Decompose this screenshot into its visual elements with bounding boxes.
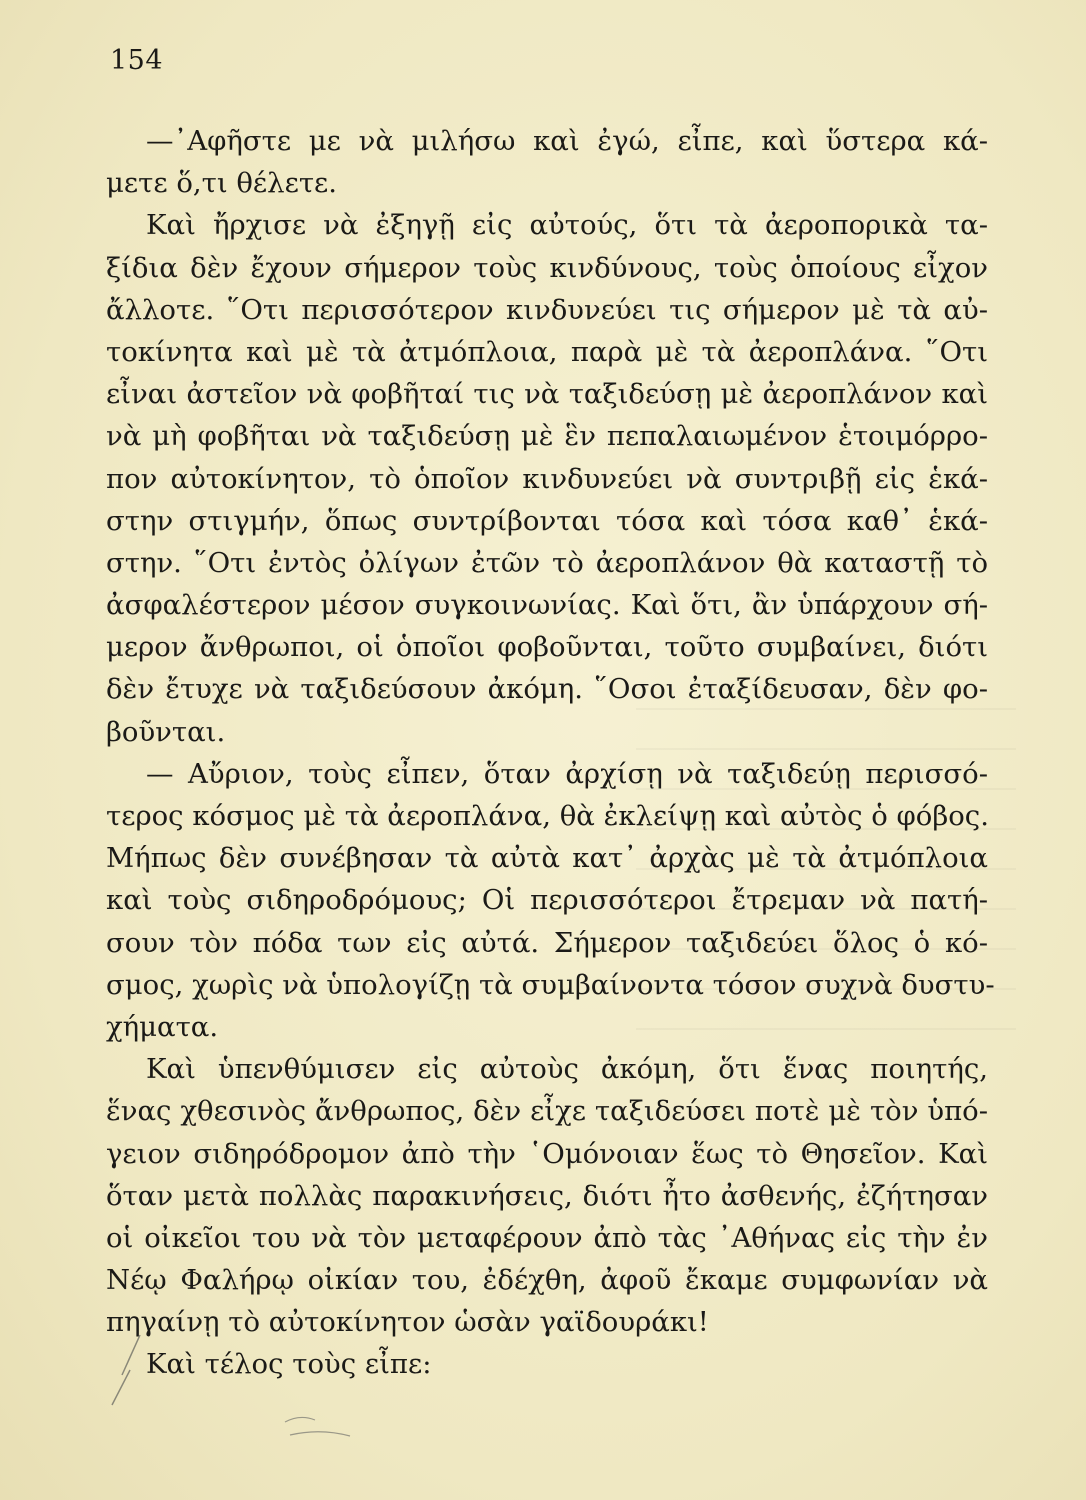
text-line: οἱ οἰκεῖοι του νὰ τὸν μεταφέρουν ἀπὸ τὰς ᾿Αθήνας εἰς τὴν ἐν — [106, 1221, 988, 1254]
text-line: ὅταν μετὰ πολλὰς παρακινήσεις, διότι ἦτο ἀσθενής, ἐζήτησαν — [106, 1179, 988, 1212]
text-line: νὰ μὴ φοβῆται νὰ ταξιδεύσῃ μὲ ἓν πεπαλαιωμένον ἑτοιμόρρο- — [106, 420, 988, 453]
text-line: στην. ῞Οτι ἐντὸς ὀλίγων ἐτῶν τὸ ἀεροπλάνον θὰ καταστῇ τὸ — [106, 546, 988, 579]
page-number: 154 — [110, 45, 164, 76]
text-line: τερος κόσμος μὲ τὰ ἀεροπλάνα, θὰ ἐκλείψῃ καὶ αὐτὸς ὁ φόβος. — [106, 800, 989, 832]
text-line: —᾿Αφῆστε με νὰ μιλήσω καὶ ἐγώ, εἶπε, καὶ ὕστερα κά- — [146, 125, 988, 157]
text-line: Καὶ τέλος τοὺς εἶπε: — [146, 1348, 432, 1381]
text-line: εἶναι ἀστεῖον νὰ φοβῆταί τις νὰ ταξιδεύσῃ μὲ ἀεροπλάνον καὶ — [106, 378, 988, 411]
body-text — [106, 120, 995, 1386]
text-line: Νέῳ Φαλήρῳ οἰκίαν του, ἐδέχθη, ἀφοῦ ἔκαμε συμφωνίαν νὰ — [106, 1264, 988, 1297]
text-line: καὶ τοὺς σιδηροδρόμους; Οἱ περισσότεροι ἔτρεμαν νὰ πατή- — [106, 884, 988, 917]
text-line: Καὶ ὑπενθύμισεν εἰς αὐτοὺς ἀκόμη, ὅτι ἕνας ποιητής, — [146, 1053, 988, 1086]
text-line: Μήπως δὲν συνέβησαν τὰ αὐτὰ κατ᾿ ἀρχὰς μὲ τὰ ἀτμόπλοια — [106, 842, 988, 875]
text-line: — Αὔριον, τοὺς εἶπεν, ὅταν ἀρχίσῃ νὰ ταξιδεύῃ περισσό- — [146, 757, 988, 790]
text-line: ἕνας χθεσινὸς ἄνθρωπος, δὲν εἶχε ταξιδεύσει ποτὲ μὲ τὸν ὑπό- — [106, 1095, 988, 1128]
text-line: σουν τὸν πόδα των εἰς αὐτά. Σήμερον ταξιδεύει ὅλος ὁ κό- — [106, 926, 988, 959]
text-line: βοῦνται. — [106, 715, 226, 748]
text-line: χήματα. — [106, 1010, 219, 1043]
text-line: σμος, χωρὶς νὰ ὑπολογίζῃ τὰ συμβαίνοντα τόσον συχνὰ δυστυ- — [106, 968, 995, 1001]
text-line: Καὶ ἤρχισε νὰ ἐξηγῇ εἰς αὐτούς, ὅτι τὰ ἀεροπορικὰ τα- — [146, 209, 988, 242]
text-line: πον αὐτοκίνητον, τὸ ὁποῖον κινδυνεύει νὰ συντριβῇ εἰς ἑκά- — [106, 462, 988, 495]
text-line: μετε ὅ,τι θέλετε. — [106, 167, 338, 200]
text-line: στην στιγμήν, ὅπως συντρίβονται τόσα καὶ τόσα καθ᾿ ἑκά- — [106, 504, 988, 537]
text-line: γειον σιδηρόδρομον ἀπὸ τὴν ῾Ομόνοιαν ἕως τὸ Θησεῖον. Καὶ — [106, 1137, 988, 1170]
text-line: τοκίνητα καὶ μὲ τὰ ἀτμόπλοια, παρὰ μὲ τὰ ἀεροπλάνα. ῞Οτι — [106, 335, 988, 368]
text-line: ἄλλοτε. ῞Οτι περισσότερον κινδυνεύει τις σήμερον μὲ τὰ αὐ- — [106, 293, 988, 326]
text-line: δὲν ἔτυχε νὰ ταξιδεύσουν ἀκόμη. ῞Οσοι ἐταξίδευσαν, δὲν φο- — [106, 673, 988, 706]
text-line: πηγαίνῃ τὸ αὐτοκίνητον ὡσὰν γαϊδουράκι! — [106, 1306, 709, 1339]
text-line: ξίδια δὲν ἔχουν σήμερον τοὺς κινδύνους, τοὺς ὁποίους εἶχον — [106, 251, 988, 284]
pencil-mark-bottom — [280, 1410, 360, 1450]
text-line: ἀσφαλέστερον μέσον συγκοινωνίας. Καὶ ὅτι, ἂν ὑπάρχουν σή- — [106, 589, 988, 622]
text-line: μερον ἄνθρωποι, οἱ ὁποῖοι φοβοῦνται, τοῦτο συμβαίνει, διότι — [106, 631, 988, 664]
